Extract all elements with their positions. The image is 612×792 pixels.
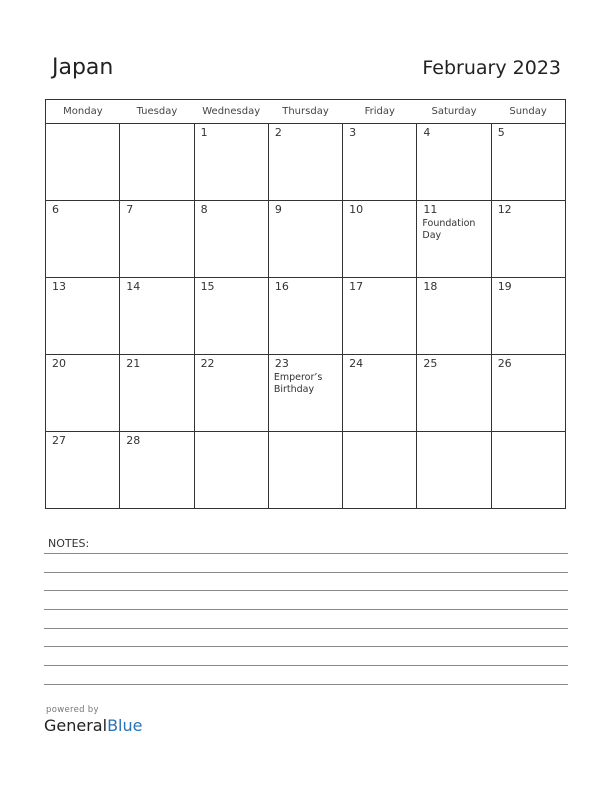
notes-line [44,628,568,629]
calendar-grid [45,99,566,509]
day-cell [417,432,491,509]
day-cell [120,432,194,509]
notes-line [44,646,568,647]
day-cell [268,201,342,278]
weekday-header: Wednesday [194,100,268,124]
day-number: 11 [423,203,438,216]
weekday-header: Tuesday [120,100,194,124]
day-cell [46,201,120,278]
day-cell [343,432,417,509]
day-cell [46,124,120,201]
day-cell [46,278,120,355]
day-number: 19 [497,280,512,293]
day-cell [268,432,342,509]
day-cell [268,355,342,432]
day-cell [194,124,268,201]
notes-line [44,684,568,685]
day-number: 10 [349,203,364,216]
day-number: 28 [126,434,141,447]
day-number: 9 [274,203,282,216]
day-number: 13 [52,280,66,293]
day-number: 4 [423,126,431,139]
day-number: 26 [497,357,512,370]
weekday-header: Saturday [417,100,491,124]
weekday-header: Friday [343,100,417,124]
day-number: 14 [126,280,141,293]
day-cell [417,124,491,201]
day-cell [343,124,417,201]
week-row [46,278,566,355]
powered-by-text: powered by [46,705,99,715]
day-cell [491,355,565,432]
notes-line [44,609,568,610]
day-number: 5 [497,126,505,139]
weekday-header-row [46,100,566,124]
day-number: 2 [274,126,282,139]
month-year-title: February 2023 [422,57,561,79]
day-number: 22 [200,357,215,370]
day-number: 12 [497,203,512,216]
day-cell [194,355,268,432]
day-cell [491,201,565,278]
day-number: 7 [126,203,134,216]
day-number: 25 [423,357,438,370]
day-cell [46,432,120,509]
day-number: 6 [52,203,59,216]
day-number: 3 [349,126,357,139]
day-number: 8 [200,203,208,216]
day-cell [343,201,417,278]
notes-line [44,665,568,666]
day-cell [268,124,342,201]
weekday-header: Sunday [491,100,565,124]
day-cell [120,124,194,201]
week-row [46,355,566,432]
brand-logo-blue: Blue [107,716,143,735]
day-number: 24 [349,357,364,370]
day-cell [194,432,268,509]
week-row [46,124,566,201]
day-number: 27 [52,434,66,447]
day-number: 18 [423,280,438,293]
weekday-header: Monday [46,100,120,124]
week-row [46,432,566,509]
brand-logo [44,716,142,735]
day-cell [194,201,268,278]
day-number: 23 [274,357,289,370]
week-row [46,201,566,278]
weekday-header: Thursday [268,100,342,124]
day-cell [417,201,491,278]
day-cell [491,278,565,355]
day-cell [491,432,565,509]
day-cell [343,278,417,355]
day-cell [417,278,491,355]
country-title: Japan [52,55,114,80]
day-cell [120,201,194,278]
notes-line [44,553,568,554]
day-cell [491,124,565,201]
holiday-label: Emperor’s Birthday [273,372,323,395]
day-cell [194,278,268,355]
day-number: 15 [200,280,215,293]
day-cell [46,355,120,432]
day-number: 16 [274,280,289,293]
day-cell [343,355,417,432]
notes-line [44,590,568,591]
day-number: 20 [52,357,66,370]
brand-logo-general: General [44,716,108,735]
day-number: 17 [349,280,364,293]
notes-label: NOTES: [48,537,90,550]
day-number: 21 [126,357,141,370]
day-number: 1 [200,126,208,139]
day-cell [417,355,491,432]
holiday-label: Foundation Day [422,218,476,241]
day-cell [120,278,194,355]
notes-line [44,572,568,573]
day-cell [120,355,194,432]
day-cell [268,278,342,355]
